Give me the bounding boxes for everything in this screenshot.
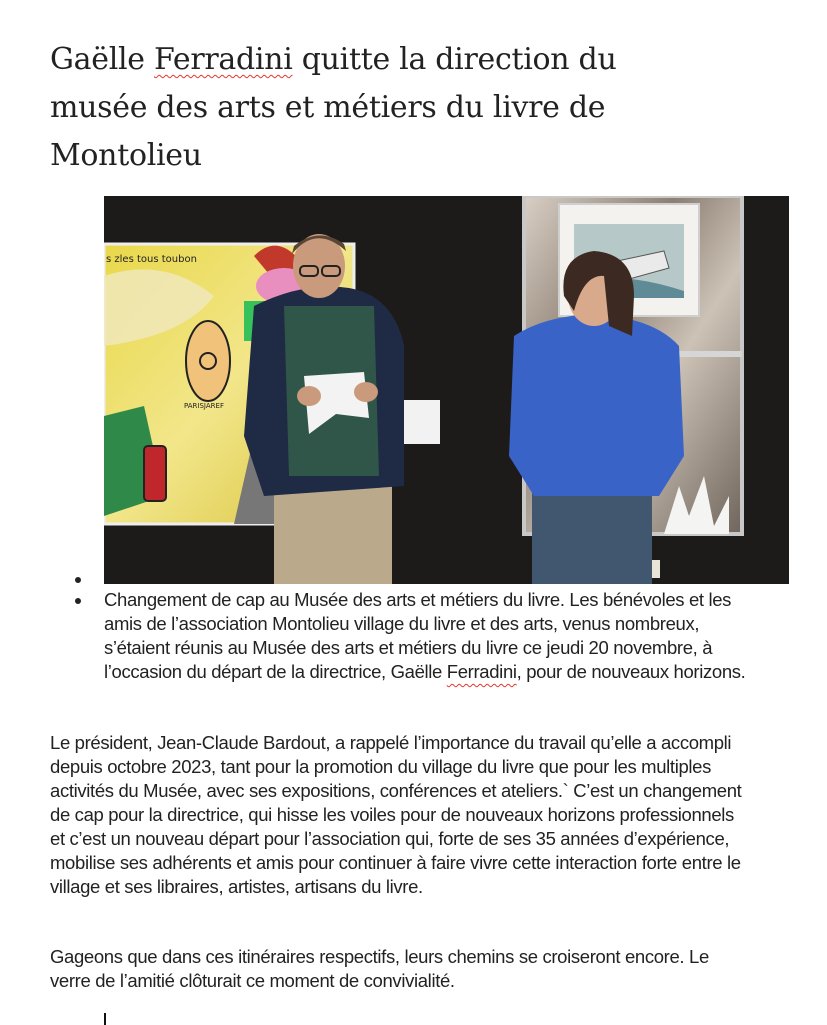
text-cursor [104, 1013, 106, 1025]
article-title[interactable] [50, 36, 690, 180]
painting-label: PARISJAREF [184, 402, 224, 410]
caption-text-before: Changement de cap au Musée des arts et métiers du livre. Les bénévoles et les amis de l’association Montolieu village du livre et des arts, venus nombreux, s’étaient réunis au Musée des arts et métiers du livre ce jeudi 20 novembre, à l’occasion du départ de la directrice, Gaëlle [104, 589, 732, 682]
title-text-before: Gaëlle [50, 42, 154, 77]
title-text-after: quitte la direction du musée des arts et métiers du livre de Montolieu [50, 42, 617, 173]
caption-text-after: , pour de nouveaux horizons. [516, 661, 746, 682]
bullet-item-caption[interactable] [0, 588, 827, 684]
bullet-icon [75, 598, 81, 604]
paragraph-closing[interactable]: Gageons que dans ces itinéraires respectifs, leurs chemins se croiseront encore. Le verre de l’amitié clôturait ce moment de convivialité. [50, 946, 709, 991]
caption-text [104, 588, 764, 684]
bullet-item-empty[interactable] [0, 568, 827, 588]
photo-illustration [104, 196, 789, 584]
painting-scrawl: s zles tous toubon [106, 254, 197, 265]
wall-label [404, 400, 440, 444]
article-photo[interactable] [104, 196, 789, 584]
caption-misspelled-word[interactable]: Ferradini [446, 661, 517, 682]
bullet-list [0, 568, 827, 684]
title-misspelled-word[interactable]: Ferradini [153, 42, 293, 77]
bullet-icon [75, 577, 81, 583]
paragraph-president[interactable]: Le président, Jean-Claude Bardout, a rappelé l’importance du travail qu’elle a accompli depuis octobre 2023, tant pour la promotion du village du livre que pour les multiples activités du Musée, avec ses expositions, conférences et ateliers.` C’est un changement de cap pour la directrice, qui hisse les voiles pour de nouveaux horizons professionnels et c’est un nouveau départ pour l’association qui, forte de ses 35 années d’expérience, mobilise ses adhérents et amis pour continuer à faire vivre cette interaction forte entre le village et ses libraires, artistes, artisans du livre. [50, 732, 742, 897]
